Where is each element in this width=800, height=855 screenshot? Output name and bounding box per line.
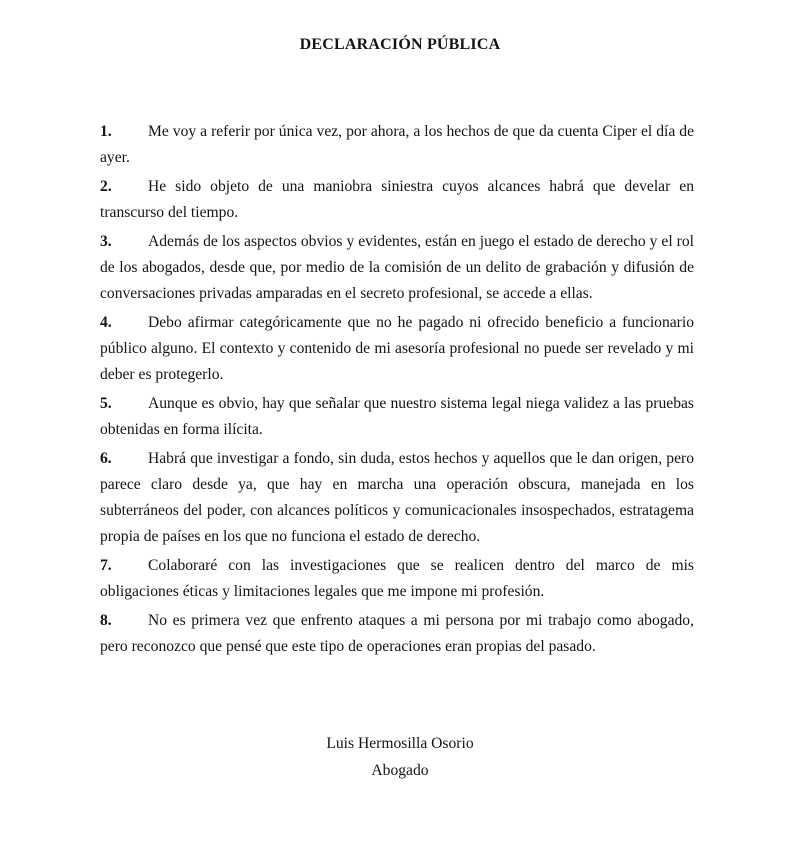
signature-block xyxy=(0,730,800,784)
item-number: 8. xyxy=(100,612,112,629)
item-text: He sido objeto de una maniobra siniestra cuyos alcances habrá que develar en transcurso del tiempo. xyxy=(100,178,694,221)
item-text: Colaboraré con las investigaciones que se realicen dentro del marco de mis obligaciones éticas y limitaciones legales que me impone mi profesión. xyxy=(100,557,694,600)
item-number: 7. xyxy=(100,557,112,574)
document-title: DECLARACIÓN PÚBLICA xyxy=(299,36,501,53)
item-text: Habrá que investigar a fondo, sin duda, estos hechos y aquellos que le dan origen, pero parece claro desde ya, que hay en marcha una operación obscura, manejada en los subterráneos del poder, con alcances políticos y comunicacionales insospechados, estratagema propia de países en los que no funciona el estado de derecho. xyxy=(100,450,694,545)
list-item xyxy=(100,310,694,388)
list-item xyxy=(100,174,694,226)
item-number: 6. xyxy=(100,450,112,467)
item-number: 5. xyxy=(100,395,112,412)
signer-name: Luis Hermosilla Osorio xyxy=(326,735,474,752)
declaration-list xyxy=(100,119,694,663)
item-text: No es primera vez que enfrento ataques a mi persona por mi trabajo como abogado, pero reconozco que pensé que este tipo de operaciones eran propias del pasado. xyxy=(100,612,694,655)
item-text: Además de los aspectos obvios y evidentes, están en juego el estado de derecho y el rol de los abogados, desde que, por medio de la comisión de un delito de grabación y difusión de conversaciones privadas amparadas en el secreto profesional, se accede a ellas. xyxy=(100,233,694,302)
list-item xyxy=(100,608,694,660)
item-number: 3. xyxy=(100,233,112,250)
list-item xyxy=(100,446,694,550)
signer-role: Abogado xyxy=(371,762,429,779)
list-item xyxy=(100,391,694,443)
item-text: Me voy a referir por única vez, por ahora, a los hechos de que da cuenta Ciper el día de ayer. xyxy=(100,123,694,166)
item-text: Debo afirmar categóricamente que no he pagado ni ofrecido beneficio a funcionario público alguno. El contexto y contenido de mi asesoría profesional no puede ser revelado y mi deber es protegerlo. xyxy=(100,314,694,383)
item-number: 4. xyxy=(100,314,112,331)
item-number: 2. xyxy=(100,178,112,195)
list-item xyxy=(100,553,694,605)
item-number: 1. xyxy=(100,123,112,140)
list-item xyxy=(100,229,694,307)
item-text: Aunque es obvio, hay que señalar que nuestro sistema legal niega validez a las pruebas obtenidas en forma ilícita. xyxy=(100,395,694,438)
list-item xyxy=(100,119,694,171)
